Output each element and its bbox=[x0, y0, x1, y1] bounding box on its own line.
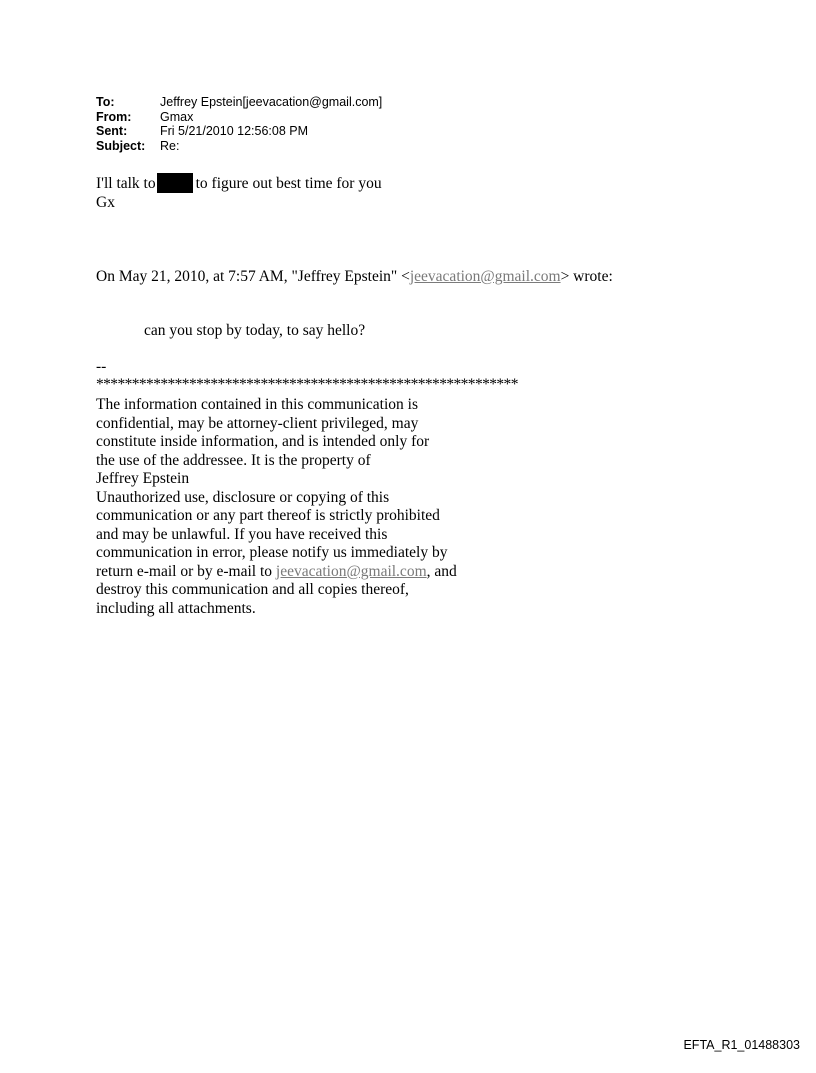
confidentiality-disclaimer bbox=[96, 396, 457, 618]
subject-row bbox=[96, 139, 382, 154]
subject-value: Re: bbox=[160, 138, 180, 153]
quote-intro bbox=[96, 268, 613, 287]
disclaimer-line: and may be unlawful. If you have received this bbox=[96, 525, 388, 543]
message-body bbox=[96, 173, 382, 212]
disclaimer-line-end: , and bbox=[426, 562, 457, 580]
disclaimer-line bbox=[96, 563, 457, 582]
disclaimer-line: the use of the addressee. It is the property of bbox=[96, 451, 371, 469]
document-id: EFTA_R1_01488303 bbox=[683, 1038, 800, 1052]
sent-row bbox=[96, 124, 382, 139]
disclaimer-line: The information contained in this communication is bbox=[96, 396, 418, 413]
message-line-1 bbox=[96, 173, 382, 194]
quote-intro-end: > wrote: bbox=[560, 268, 613, 285]
from-label: From: bbox=[96, 109, 132, 124]
disclaimer-email-link[interactable]: jeevacation@gmail.com bbox=[275, 562, 427, 580]
disclaimer-line: destroy this communication and all copies thereof, bbox=[96, 581, 409, 598]
quoted-message: can you stop by today, to say hello? bbox=[144, 322, 366, 339]
to-row bbox=[96, 95, 382, 110]
from-row bbox=[96, 110, 382, 125]
sent-value: Fri 5/21/2010 12:56:08 PM bbox=[160, 124, 309, 138]
disclaimer-line: constitute inside information, and is intended only for bbox=[96, 433, 430, 450]
message-signoff: Gx bbox=[96, 193, 115, 211]
message-line-1-start: I'll talk to bbox=[96, 175, 156, 192]
from-value: Gmax bbox=[160, 109, 194, 124]
to-label: To: bbox=[96, 95, 115, 109]
disclaimer-line: Unauthorized use, disclosure or copying of this bbox=[96, 488, 390, 506]
signature-separator: -- bbox=[96, 358, 107, 375]
disclaimer-line-start: return e-mail or by e-mail to bbox=[96, 562, 276, 580]
email-header bbox=[96, 95, 382, 153]
signature-stars: *********************************************************** bbox=[96, 376, 518, 393]
message-line-1-end: to figure out best time for you bbox=[195, 175, 382, 192]
disclaimer-line: communication in error, please notify us immediately by bbox=[96, 544, 448, 561]
disclaimer-line: communication or any part thereof is strictly prohibited bbox=[96, 507, 440, 524]
disclaimer-line: Jeffrey Epstein bbox=[96, 470, 190, 487]
disclaimer-line: confidential, may be attorney-client privileged, may bbox=[96, 414, 419, 432]
disclaimer-line: including all attachments. bbox=[96, 599, 256, 617]
subject-label: Subject: bbox=[96, 138, 146, 153]
quote-email-link[interactable]: jeevacation@gmail.com bbox=[409, 268, 561, 285]
sent-label: Sent: bbox=[96, 124, 128, 138]
redaction-box bbox=[157, 173, 193, 193]
to-value: Jeffrey Epstein[jeevacation@gmail.com] bbox=[160, 95, 383, 109]
quote-intro-start: On May 21, 2010, at 7:57 AM, "Jeffrey Epstein" < bbox=[96, 268, 410, 285]
